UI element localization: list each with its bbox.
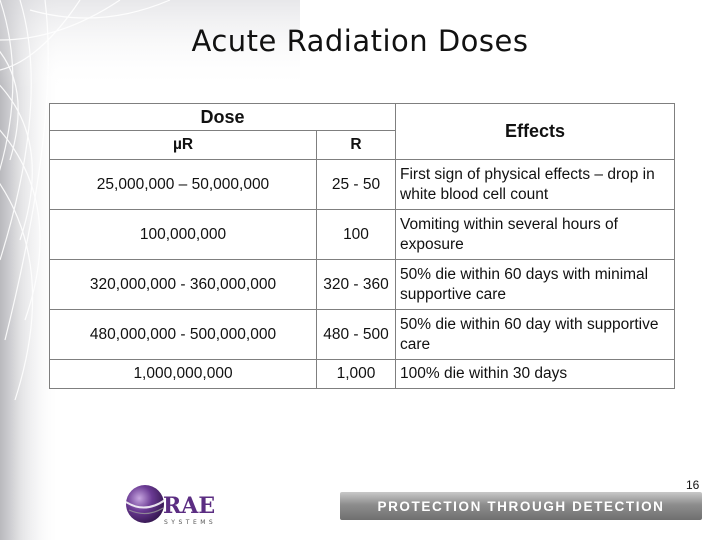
table-row	[50, 260, 675, 310]
cell-effect: Vomiting within several hours of exposure	[396, 210, 675, 260]
cell-r: 480 - 500	[317, 310, 396, 360]
page-number: 16	[686, 478, 700, 492]
cell-r: 25 - 50	[317, 160, 396, 210]
table-row	[50, 210, 675, 260]
cell-effect: First sign of physical effects – drop in white blood cell count	[396, 160, 675, 210]
cell-r: 320 - 360	[317, 260, 396, 310]
cell-r: 1,000	[317, 360, 396, 389]
cell-ur: 1,000,000,000	[50, 360, 317, 389]
table-row	[50, 360, 675, 389]
cell-effect: 50% die within 60 days with minimal supportive care	[396, 260, 675, 310]
slide-title: Acute Radiation Doses	[191, 24, 529, 58]
header-dose: Dose	[50, 104, 396, 131]
tagline-banner	[340, 492, 702, 520]
logo-wordmark: RAE	[163, 493, 216, 519]
cell-ur: 480,000,000 - 500,000,000	[50, 310, 317, 360]
cell-effect: 100% die within 30 days	[396, 360, 675, 389]
cell-ur: 25,000,000 – 50,000,000	[50, 160, 317, 210]
header-microroentgen: µR	[50, 131, 317, 160]
table-row	[50, 160, 675, 210]
tagline-text: PROTECTION THROUGH DETECTION	[377, 499, 665, 514]
logo-subtext: SYSTEMS	[164, 519, 217, 526]
cell-r: 100	[317, 210, 396, 260]
header-effects: Effects	[396, 104, 675, 160]
radiation-dose-table	[49, 103, 675, 389]
rae-systems-logo	[123, 482, 233, 528]
cell-ur: 100,000,000	[50, 210, 317, 260]
cell-ur: 320,000,000 - 360,000,000	[50, 260, 317, 310]
table-row	[50, 310, 675, 360]
header-roentgen: R	[317, 131, 396, 160]
cell-effect: 50% die within 60 day with supportive care	[396, 310, 675, 360]
